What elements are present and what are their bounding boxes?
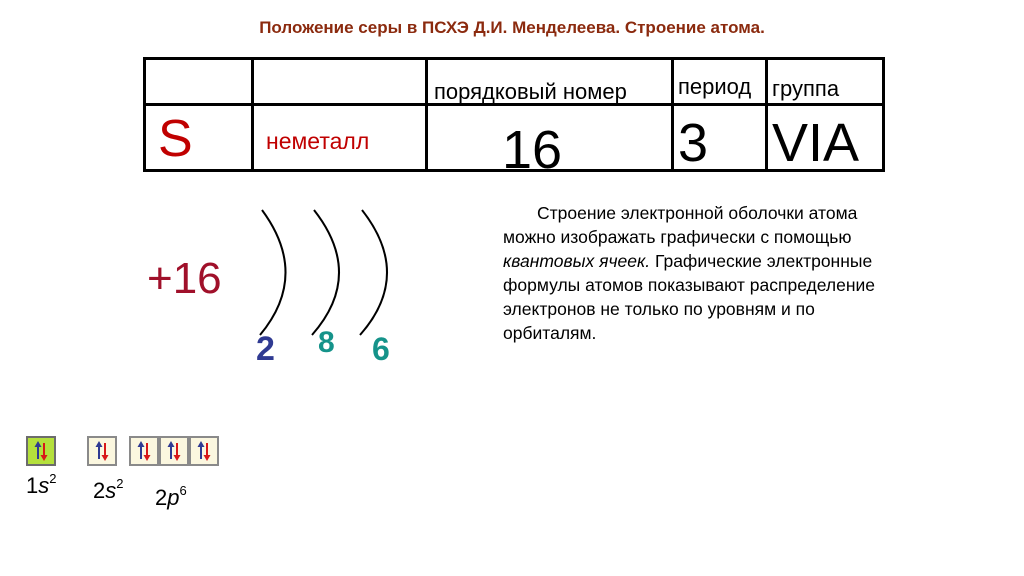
description-text — [503, 201, 893, 345]
orbital-cell-2s — [87, 436, 117, 466]
shell-arc-2 — [312, 210, 339, 335]
description-part-1: Строение электронной оболочки атома можно изображать графически с помощью — [503, 203, 858, 247]
orbital-label-2s: $2s^2$ — [93, 476, 124, 503]
description-part-2: Графические электронные формулы атомов показывают распределение электронов не только по уровням и по орбиталям. — [503, 251, 876, 343]
shell-2-count: 8 — [318, 326, 335, 359]
atomic-number: 16 — [502, 120, 563, 180]
shell-3-count: 6 — [372, 331, 390, 367]
nucleus-charge: +16 — [147, 254, 222, 303]
orbital-cell-2p-3 — [189, 436, 219, 466]
shell-arc-1 — [260, 210, 286, 335]
shell-1-count: 2 — [256, 330, 275, 368]
orbital-cell-1s — [26, 436, 56, 466]
header-group: группа — [772, 76, 840, 101]
element-symbol: S — [158, 110, 193, 168]
orbital-label-2p: $2p^6$ — [155, 483, 187, 510]
table-divider — [765, 60, 768, 169]
shell-arc-3 — [360, 210, 387, 335]
orbital-cell-2p-1 — [129, 436, 159, 466]
electron-shell-arcs — [250, 205, 400, 340]
electron-pair-arrows — [131, 438, 157, 464]
table-divider — [425, 60, 428, 169]
orbital-label-1s: $1s^2$ — [26, 471, 57, 498]
table-divider — [671, 60, 674, 169]
table-divider — [251, 60, 254, 169]
electron-pair-arrows — [161, 438, 187, 464]
header-period: период — [678, 74, 752, 99]
header-number: порядковый номер — [434, 79, 627, 104]
group-value: VIA — [772, 113, 860, 173]
orbital-cell-2p-2 — [159, 436, 189, 466]
period-value: 3 — [678, 113, 709, 173]
description-italic: квантовых ячеек. — [503, 251, 651, 271]
slide-title: Положение серы в ПСХЭ Д.И. Менделеева. Строение атома. — [259, 18, 765, 37]
electron-pair-arrows — [191, 438, 217, 464]
element-info-table — [143, 57, 885, 180]
element-type: неметалл — [266, 128, 370, 154]
electron-pair-arrows — [89, 438, 115, 464]
electron-pair-arrows — [28, 438, 54, 464]
